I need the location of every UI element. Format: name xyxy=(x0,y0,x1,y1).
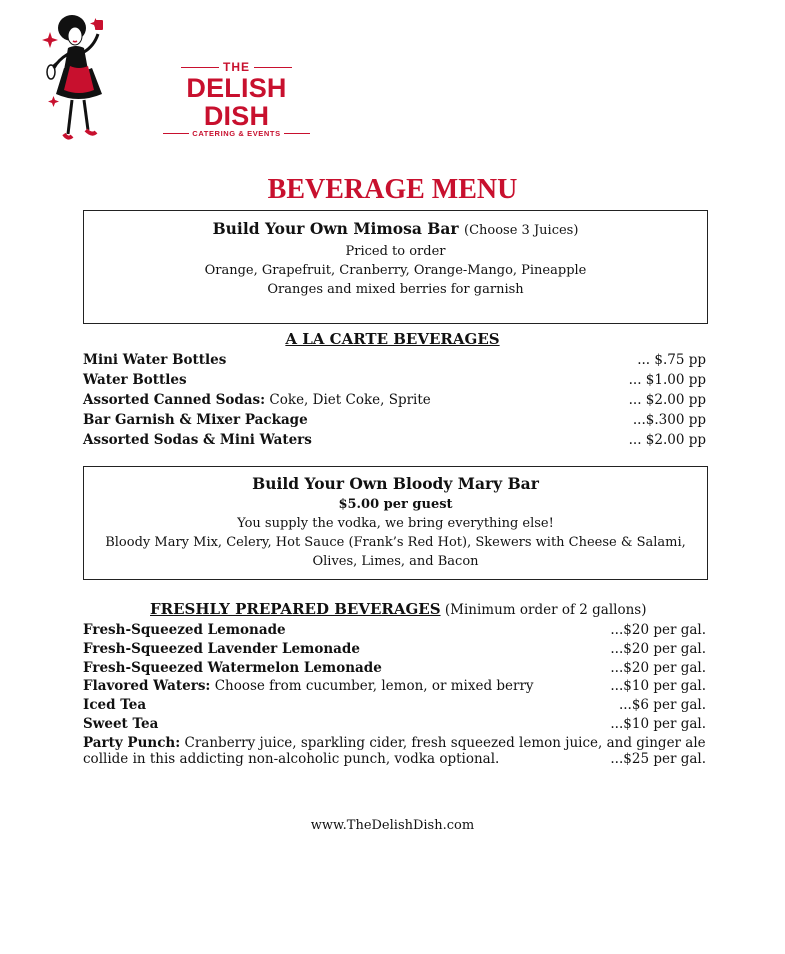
item-name: Sweet Tea xyxy=(83,716,159,732)
item-price: ... $2.00 pp xyxy=(628,432,706,448)
page-title: BEVERAGE MENU xyxy=(267,174,518,205)
mimosa-heading: Build Your Own Mimosa Bar xyxy=(212,219,459,238)
menu-item xyxy=(83,412,706,428)
menu-item xyxy=(83,716,706,732)
menu-item xyxy=(83,622,706,638)
mimosa-line: Priced to order xyxy=(345,244,446,259)
item-name: Mini Water Bottles xyxy=(83,352,227,368)
logo-rule xyxy=(254,67,292,68)
item-name: Party Punch: xyxy=(83,735,181,751)
item-price: ...$.300 pp xyxy=(632,412,706,428)
item-price: ...$6 per gal. xyxy=(618,697,706,713)
item-price: ... $1.00 pp xyxy=(628,372,706,388)
pinup-girl-illustration xyxy=(38,8,128,150)
menu-item xyxy=(83,352,706,368)
menu-item xyxy=(83,392,706,408)
fresh-heading-line xyxy=(150,600,646,618)
bloody-line: You supply the vodka, we bring everything else! xyxy=(237,516,554,531)
bloody-price: $5.00 per guest xyxy=(338,497,453,512)
item-name: Assorted Sodas & Mini Waters xyxy=(83,432,312,448)
mimosa-note: (Choose 3 Juices) xyxy=(464,223,579,238)
logo-wordmark xyxy=(154,60,319,138)
footer-website: www.TheDelishDish.com xyxy=(310,818,475,833)
item-price: ...$20 per gal. xyxy=(610,622,706,638)
item-desc: Coke, Diet Coke, Sprite xyxy=(265,392,431,408)
item-name: Assorted Canned Sodas: xyxy=(83,392,266,408)
item-price: ... $.75 pp xyxy=(637,352,706,368)
item-name: Bar Garnish & Mixer Package xyxy=(83,412,308,428)
logo xyxy=(38,8,288,150)
item-name: Iced Tea xyxy=(83,697,147,713)
bloody-line: Olives, Limes, and Bacon xyxy=(312,554,479,569)
item-name: Fresh-Squeezed Lavender Lemonade xyxy=(83,641,360,657)
menu-item xyxy=(83,660,706,676)
bloody-heading: Build Your Own Bloody Mary Bar xyxy=(252,474,539,493)
fresh-heading: FRESHLY PREPARED BEVERAGES xyxy=(150,600,441,618)
item-price: ...$10 per gal. xyxy=(610,716,706,732)
fresh-note: (Minimum order of 2 gallons) xyxy=(440,602,647,618)
logo-name: DELISH DISH xyxy=(186,73,287,131)
item-desc: collide in this addicting non-alcoholic punch, vodka optional. xyxy=(83,751,500,767)
item-name: Flavored Waters: xyxy=(83,678,211,694)
item-price: ...$25 per gal. xyxy=(610,751,706,767)
ala-carte-heading: A LA CARTE BEVERAGES xyxy=(285,330,500,348)
item-price: ... $2.00 pp xyxy=(628,392,706,408)
logo-tagline: CATERING & EVENTS xyxy=(192,129,281,138)
mimosa-line: Oranges and mixed berries for garnish xyxy=(267,282,524,297)
item-name: Fresh-Squeezed Watermelon Lemonade xyxy=(83,660,382,676)
menu-item xyxy=(83,641,706,657)
bloody-line: Bloody Mary Mix, Celery, Hot Sauce (Frank’s Red Hot), Skewers with Cheese & Salami, xyxy=(105,535,686,550)
party-punch-item xyxy=(83,735,706,767)
mimosa-line: Orange, Grapefruit, Cranberry, Orange-Mango, Pineapple xyxy=(204,263,587,278)
item-name: Water Bottles xyxy=(83,372,187,388)
logo-rule xyxy=(163,133,189,134)
mimosa-bar-box xyxy=(83,210,708,324)
logo-rule xyxy=(284,133,310,134)
logo-the: THE xyxy=(223,60,250,74)
menu-item xyxy=(83,432,706,448)
item-desc: Choose from cucumber, lemon, or mixed berry xyxy=(210,678,534,694)
item-name: Fresh-Squeezed Lemonade xyxy=(83,622,286,638)
item-price: ...$20 per gal. xyxy=(610,660,706,676)
menu-item xyxy=(83,697,706,713)
menu-item xyxy=(83,678,706,694)
item-price: ...$20 per gal. xyxy=(610,641,706,657)
logo-rule xyxy=(181,67,219,68)
item-price: ...$10 per gal. xyxy=(610,678,706,694)
menu-item xyxy=(83,372,706,388)
item-desc: Cranberry juice, sparkling cider, fresh squeezed lemon juice, and ginger ale xyxy=(180,735,706,751)
bloody-mary-box xyxy=(83,466,708,580)
